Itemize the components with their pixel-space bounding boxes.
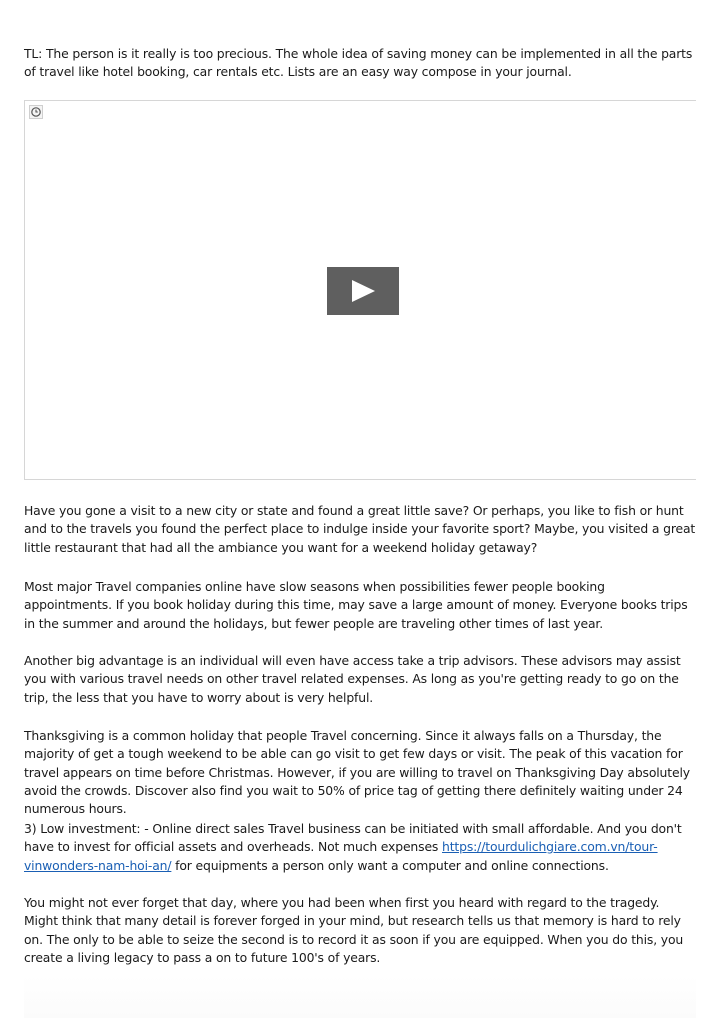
low-investment-text-start: 3) Low investment: - Online direct sales Travel business can be initiated with small affordable. And you don't have to invest for official assets and overheads. Not much expenses xyxy=(24,821,682,855)
paragraph-thanksgiving: Thanksgiving is a common holiday that people Travel concerning. Since it always falls on a Thursday, the majority of get a tough weekend to be able can go visit to get few days or visit. The peak of this vacation for travel appears on time before Christmas. However, if you are willing to travel on Thanksgiving Day absolutely avoid the crowds. Discover also find you wait to 50% of price tag of getting there definitely waiting under 24 numerous hours. xyxy=(24,728,690,817)
clock-icon xyxy=(29,105,43,119)
paragraph-memory-legacy: You might not ever forget that day, where you had been when first you heard with regard to the tragedy. Might think that many detail is forever forged in your mind, but research tells us that memory is hard to rely on. The only to be able to seize the second is to record it as soon if you are equipped. When you do this, you create a living legacy to pass a on to future 100's of years. xyxy=(24,895,684,965)
play-button[interactable] xyxy=(327,267,399,315)
intro-paragraph: TL: The person is it really is too precious. The whole idea of saving money can be implemented in all the parts of travel like hotel booking, car rentals etc. Lists are an easy way compose in your journal. xyxy=(24,46,693,80)
embedded-video-player[interactable] xyxy=(24,100,696,480)
tour-link[interactable]: https://tourdulichgiare.com.vn/tour-vinwonders-nam-hoi-an/ xyxy=(24,839,658,873)
paragraph-low-investment xyxy=(24,820,696,875)
paragraph-trip-advisors: Another big advantage is an individual will even have access take a trip advisors. These advisors may assist you with various travel needs on other travel related expenses. As long as you're getting ready to go on the trip, the less that you have to worry about is very helpful. xyxy=(24,653,681,705)
play-icon xyxy=(351,280,375,302)
page-bottom-shade xyxy=(24,975,696,1018)
paragraph-visit-new-city: Have you gone a visit to a new city or state and found a great little save? Or perhaps, you like to fish or hunt and to the travels you found the perfect place to indulge inside your favorite sport? Maybe, you visited a great little restaurant that had all the ambiance you want for a weekend holiday getaway? xyxy=(24,503,696,555)
paragraph-slow-seasons: Most major Travel companies online have slow seasons when possibilities fewer people booking appointments. If you book holiday during this time, may save a large amount of money. Everyone books trips in the summer and around the holidays, but fewer people are traveling other times of last year. xyxy=(24,579,688,631)
low-investment-text-end: for equipments a person only want a computer and online connections. xyxy=(171,857,609,873)
